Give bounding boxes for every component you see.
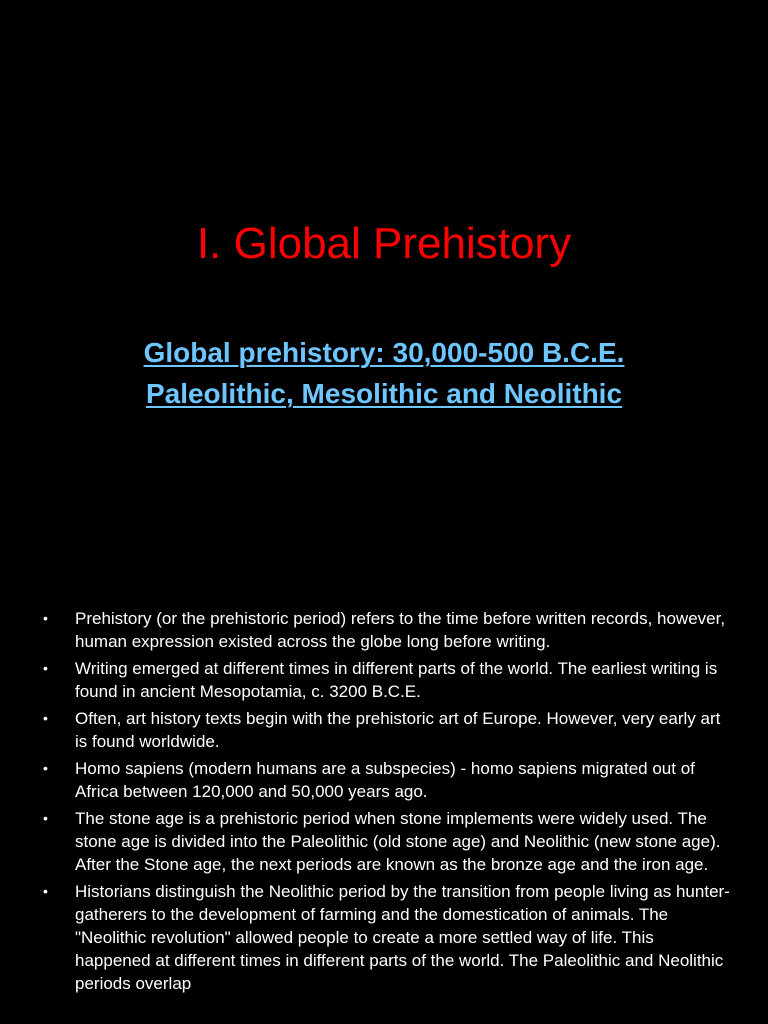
bullet-icon: • [43, 883, 48, 899]
bullet-text: Historians distinguish the Neolithic period by the transition from people living as hunter-gatherers to the development of farming and the domestication of animals. The "Neolithic revolution" allowed people to create a more settled way of life. This happened at different times in different parts of the world. The Paleolithic and Neolithic periods overlap [75, 882, 730, 993]
bullet-item [40, 607, 730, 653]
bullet-list [40, 607, 730, 999]
bullet-text: Often, art history texts begin with the prehistoric art of Europe. However, very early art is found worldwide. [75, 709, 721, 751]
link-global-prehistory[interactable]: Global prehistory: 30,000-500 B.C.E. [143, 337, 625, 368]
bullet-item [40, 657, 730, 703]
bullet-icon: • [43, 810, 48, 826]
bullet-item [40, 807, 730, 876]
bullet-text: Homo sapiens (modern humans are a subspecies) - homo sapiens migrated out of Africa between 120,000 and 50,000 years ago. [75, 759, 695, 801]
bullet-icon: • [43, 760, 48, 776]
bullet-item [40, 707, 730, 753]
bullet-icon: • [43, 610, 48, 626]
bullet-text: The stone age is a prehistoric period when stone implements were widely used. The stone age is divided into the Paleolithic (old stone age) and Neolithic (new stone age). After the Stone age, the next periods are known as the bronze age and the iron age. [75, 809, 721, 874]
bullet-item [40, 880, 730, 995]
bullet-text: Writing emerged at different times in different parts of the world. The earliest writing is found in ancient Mesopotamia, c. 3200 B.C.E. [75, 659, 718, 701]
bullet-icon: • [43, 710, 48, 726]
link-paleolithic-mesolithic-neolithic[interactable]: Paleolithic, Mesolithic and Neolithic [145, 378, 623, 409]
bullet-text: Prehistory (or the prehistoric period) refers to the time before written records, however, human expression existed across the globe long before writing. [75, 609, 726, 651]
bullet-icon: • [43, 660, 48, 676]
subtitle [110, 332, 658, 414]
bullet-item [40, 757, 730, 803]
slide-title: I. Global Prehistory [196, 219, 572, 268]
